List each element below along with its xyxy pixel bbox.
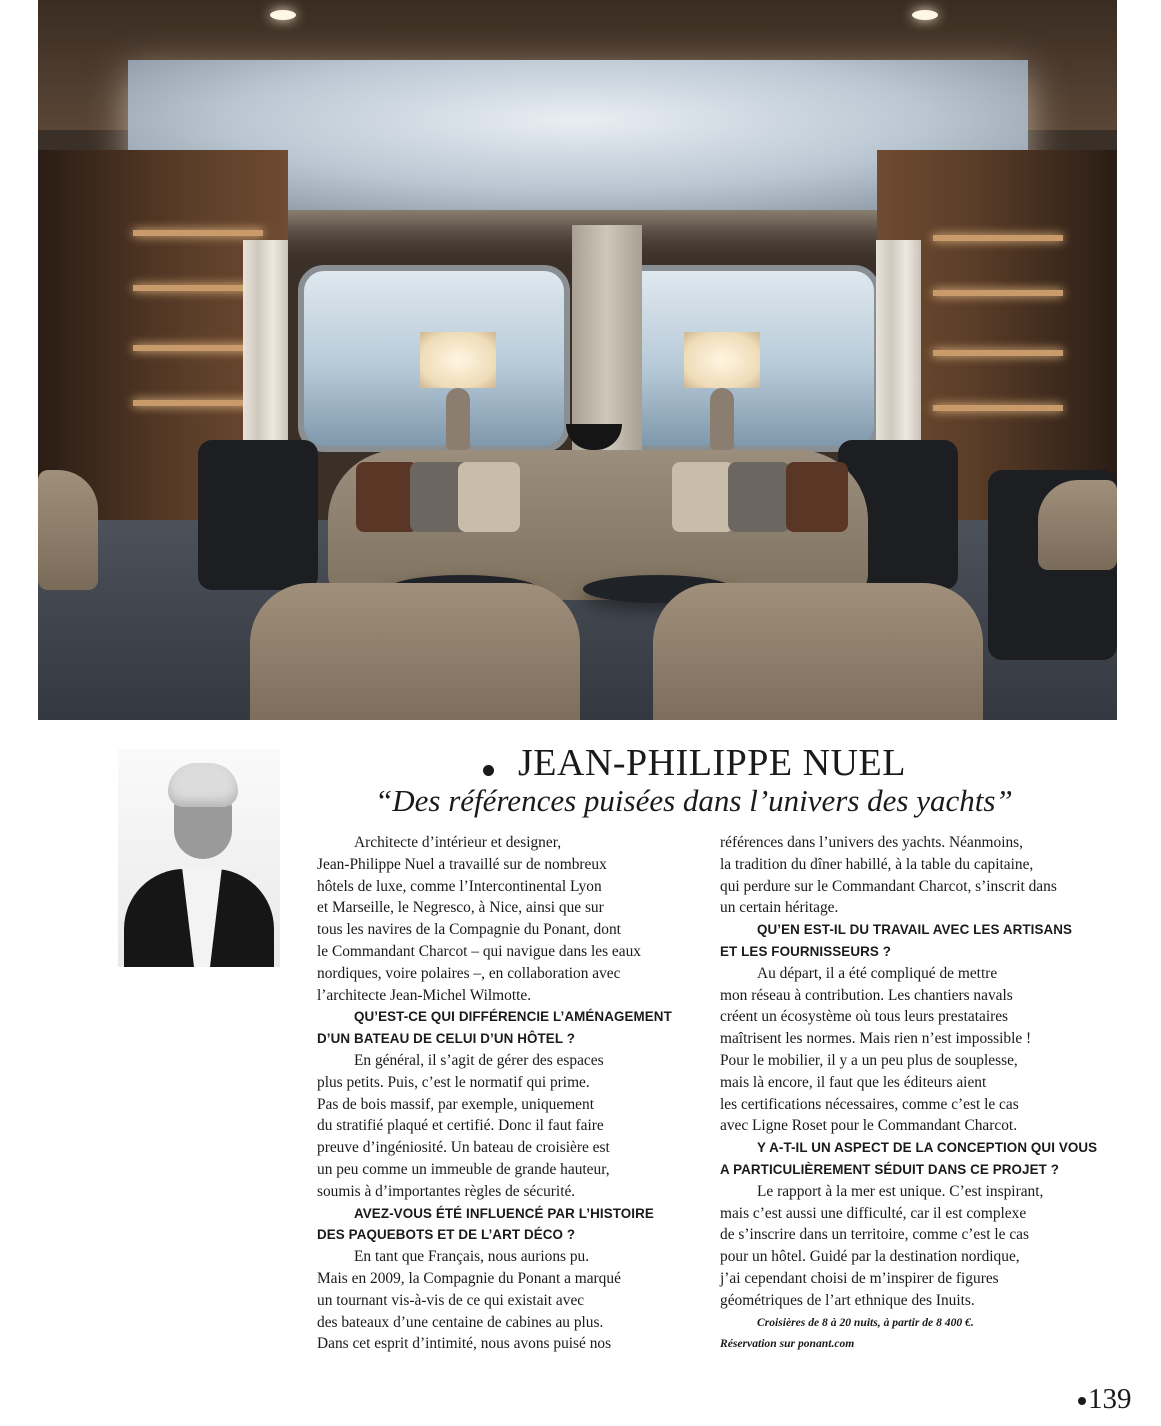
portrait-photo [118,749,280,967]
dark-armchair [198,440,318,590]
page-number-text: 139 [1088,1383,1132,1415]
body-text-line: mon réseau à contribution. Les chantiers navals [720,986,1013,1004]
right-text-column [720,832,1098,1355]
interview-question: A PARTICULIÈREMENT SÉDUIT DANS CE PROJET ? [720,1161,1059,1177]
booking-info: Réservation sur ponant.com [720,1337,855,1351]
lamp-base [710,388,734,450]
interview-question: AVEZ-VOUS ÉTÉ INFLUENCÉ PAR L’HISTOIRE [354,1205,654,1221]
shelf-light [933,290,1063,296]
body-text-line: plus petits. Puis, c’est le normatif qui prime. [317,1073,590,1091]
armchair [1038,480,1117,570]
pull-quote: “Des références puisées dans l’univers des yachts” [375,783,1013,818]
downlight [270,10,296,20]
body-text-line: qui perdure sur le Commandant Charcot, s’inscrit dans [720,877,1057,895]
body-text-line: l’architecte Jean-Michel Wilmotte. [317,986,532,1004]
interview-question: D’UN BATEAU DE CELUI D’UN HÔTEL ? [317,1031,575,1047]
shelf-light [933,350,1063,356]
body-text-line: En général, il s’agit de gérer des espaces [354,1051,604,1069]
body-text-line: tous les navires de la Compagnie du Ponant, dont [317,921,621,939]
body-text-line: soumis à d’importantes règles de sécurité. [317,1182,576,1200]
body-text-line: des bateaux d’une centaine de cabines au plus. [317,1313,604,1331]
body-text-line: mais là encore, il faut que les éditeurs aient [720,1073,987,1091]
interview-question: QU’EST-CE QUI DIFFÉRENCIE L’AMÉNAGEMENT [354,1009,672,1025]
headline [483,740,983,786]
body-text-line: preuve d’ingéniosité. Un bateau de croisière est [317,1139,610,1157]
bullet-dot [1078,1397,1086,1405]
body-text-line: créent un écosystème où tous leurs prestataires [720,1008,1009,1026]
body-text-line: géométriques de l’art ethnique des Inuits. [720,1291,975,1309]
hair [168,763,238,807]
interview-question: QU’EN EST-IL DU TRAVAIL AVEC LES ARTISANS [757,922,1073,938]
cushion [728,462,790,532]
table-lamp [420,332,496,388]
body-text-line: Architecte d’intérieur et designer, [354,834,562,851]
booking-info: Croisières de 8 à 20 nuits, à partir de 8 400 €. [757,1315,974,1329]
body-text-line: références dans l’univers des yachts. Néanmoins, [720,834,1024,851]
body-text-line: du stratifié plaqué et certifié. Donc il faut faire [317,1117,604,1135]
armchair [653,583,983,720]
body-text-line: les certifications nécessaires, comme c’est le cas [720,1095,1019,1113]
interview-question: DES PAQUEBOTS ET DE L’ART DÉCO ? [317,1227,576,1243]
body-text-line: avec Ligne Roset pour le Commandant Charcot. [720,1117,1018,1135]
left-text-column [317,832,673,1355]
armchair [38,470,98,590]
body-text-line: Mais en 2009, la Compagnie du Ponant a marqué [317,1269,621,1287]
body-text-line: En tant que Français, nous aurions pu. [354,1248,590,1266]
body-text-line: de s’inscrire dans un territoire, comme c’est le cas [720,1226,1029,1244]
body-text-line: Dans cet esprit d’intimité, nous avons puisé nos [317,1335,612,1353]
shelf-light [133,230,263,236]
body-text-line: hôtels de luxe, comme l’Intercontinental Lyon [317,877,602,895]
bullet-dot [483,765,494,776]
body-text-line: Pour le mobilier, il y a un peu plus de souplesse, [720,1051,1018,1069]
body-text-line: et Marseille, le Negresco, à Nice, ainsi que sur [317,899,604,917]
body-text-line: j’ai cependant choisi de m’inspirer de figures [720,1269,999,1287]
shelf-light [933,405,1063,411]
body-text-line: Jean-Philippe Nuel a travaillé sur de nombreux [317,855,607,873]
interview-question: Y A-T-IL UN ASPECT DE LA CONCEPTION QUI VOUS [757,1140,1098,1156]
shelf-light [933,235,1063,241]
body-text-line: nordiques, voire polaires –, en collaboration avec [317,964,621,982]
body-text-line: un tournant vis-à-vis de ce qui existait avec [317,1291,585,1309]
downlight [912,10,938,20]
table-lamp [684,332,760,388]
cushion [672,462,734,532]
body-text-line: un peu comme un immeuble de grande hauteur, [317,1160,610,1178]
cushion [458,462,520,532]
body-text-line: maîtrisent les normes. Mais rien n’est impossible ! [720,1030,1032,1048]
body-text-line: Pas de bois massif, par exemple, uniquement [317,1095,594,1113]
body-text-line: Le rapport à la mer est unique. C’est inspirant, [757,1182,1044,1200]
body-text-line: Au départ, il a été compliqué de mettre [757,964,998,982]
designer-name: JEAN-PHILIPPE NUEL [518,742,906,784]
interview-question: ET LES FOURNISSEURS ? [720,943,891,959]
body-text-line: pour un hôtel. Guidé par la destination nordique, [720,1248,1020,1266]
page-number [1078,1383,1132,1416]
cushion [786,462,848,532]
body-text-line: la tradition du dîner habillé, à la table du capitaine, [720,855,1034,873]
cushion [356,462,418,532]
body-text-line: le Commandant Charcot – qui navigue dans les eaux [317,942,641,960]
lounge-photo [38,0,1117,720]
body-text-line: un certain héritage. [720,899,839,917]
lamp-base [446,388,470,450]
armchair [250,583,580,720]
body-text-line: mais c’est aussi une difficulté, car il est complexe [720,1204,1027,1222]
